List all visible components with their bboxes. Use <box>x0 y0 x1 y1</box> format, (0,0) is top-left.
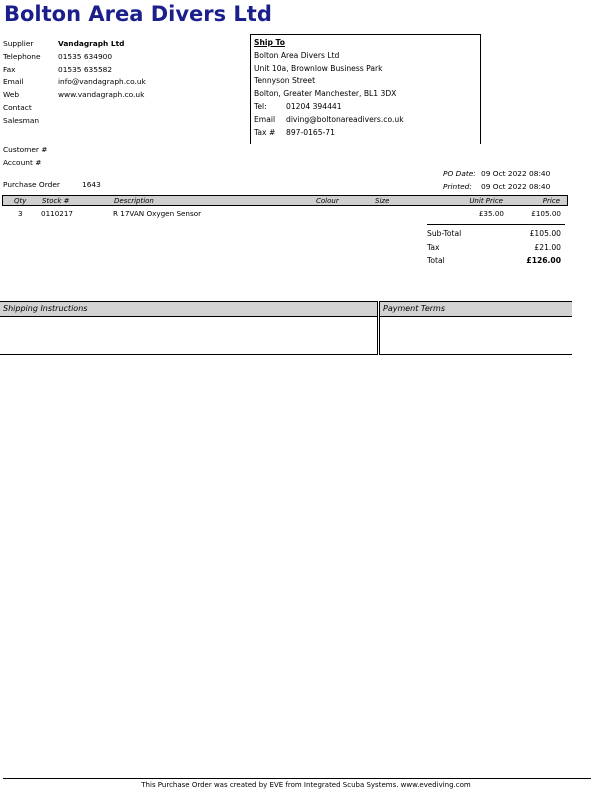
tax-row <box>427 241 565 255</box>
ship-to-line: Tennyson Street <box>254 76 316 86</box>
row-unit-price: £35.00 <box>478 209 504 218</box>
po-date-label: PO Date: <box>443 169 476 178</box>
ship-to-tel <box>254 101 396 114</box>
purchase-order <box>3 180 101 189</box>
purchase-order-number: 1643 <box>82 180 101 189</box>
ship-to-email <box>254 114 404 127</box>
price-header: Price <box>542 197 560 205</box>
ship-to-line: Bolton Area Divers Ltd <box>254 50 340 60</box>
ship-to-tel-label: Tel: <box>254 101 267 111</box>
size-header: Size <box>375 197 390 205</box>
web-label: Web <box>3 90 20 100</box>
row-stock: 0110217 <box>41 209 74 218</box>
subtotal-row <box>427 227 565 241</box>
ship-to-heading: Ship To <box>254 38 285 47</box>
purchase-order-label: Purchase Order <box>3 180 60 189</box>
salesman-label: Salesman <box>3 115 40 125</box>
fax-label: Fax <box>3 64 16 74</box>
po-date-row <box>443 167 551 180</box>
totals-divider <box>427 224 565 225</box>
row-price: £105.00 <box>531 209 561 218</box>
tax-label: Tax <box>427 242 440 252</box>
total-label: Total <box>427 256 445 266</box>
unit-price-header: Unit Price <box>469 197 503 205</box>
ship-to-tel-value: 01204 394441 <box>286 101 342 111</box>
shipping-instructions-box <box>0 301 378 355</box>
stock-header: Stock # <box>42 197 70 205</box>
printed-value: 09 Oct 2022 08:40 <box>481 182 551 191</box>
printed-row <box>443 180 551 193</box>
shipping-instructions-heading: Shipping Instructions <box>0 302 377 317</box>
po-date-value: 09 Oct 2022 08:40 <box>481 169 551 178</box>
ship-to-tax <box>254 127 396 140</box>
totals <box>427 227 565 268</box>
ship-to-tax-label: Tax # <box>254 127 276 137</box>
web-value: www.vandagraph.co.uk <box>58 90 145 100</box>
printed-label: Printed: <box>443 182 472 191</box>
subtotal-label: Sub-Total <box>427 229 462 238</box>
ship-to-line: Bolton, Greater Manchester, BL1 3DX <box>254 89 397 99</box>
total-row <box>427 254 565 268</box>
total-value: £126.00 <box>526 256 561 266</box>
supplier-label: Supplier <box>3 39 34 48</box>
tax-value: £21.00 <box>534 242 561 252</box>
order-dates <box>443 167 551 193</box>
description-header: Description <box>114 197 154 205</box>
ship-to-email-value: diving@boltonareadivers.co.uk <box>286 114 404 124</box>
payment-terms-heading: Payment Terms <box>380 302 572 317</box>
colour-header: Colour <box>316 197 339 205</box>
table-row <box>2 208 568 219</box>
email-label: Email <box>3 77 24 87</box>
fax-value: 01535 635582 <box>58 64 113 74</box>
subtotal-value: £105.00 <box>529 229 561 238</box>
items-table-header <box>2 195 568 206</box>
ship-to-line: Unit 10a, Brownlow Business Park <box>254 63 383 73</box>
company-name: Bolton Area Divers Ltd <box>4 2 272 26</box>
telephone-value: 01535 634900 <box>58 51 113 61</box>
customer-info <box>3 144 47 170</box>
supplier-name: Vandagraph Ltd <box>58 39 125 48</box>
email-value: info@vandagraph.co.uk <box>58 77 146 87</box>
account-number-label: Account # <box>3 157 42 167</box>
row-qty: 3 <box>18 209 23 218</box>
ship-to-email-label: Email <box>254 114 276 124</box>
payment-terms-box <box>379 301 572 355</box>
footer-text: This Purchase Order was created by EVE from Integrated Scuba Systems. www.evediving.com <box>141 781 471 789</box>
qty-header: Qty <box>14 197 27 205</box>
customer-number-label: Customer # <box>3 145 48 154</box>
telephone-label: Telephone <box>3 51 41 61</box>
ship-to-address <box>254 37 404 139</box>
row-description: R 17VAN Oxygen Sensor <box>113 209 202 218</box>
ship-to-tax-value: 897-0165-71 <box>286 127 335 137</box>
footer-divider <box>3 778 591 779</box>
contact-label: Contact <box>3 102 32 112</box>
